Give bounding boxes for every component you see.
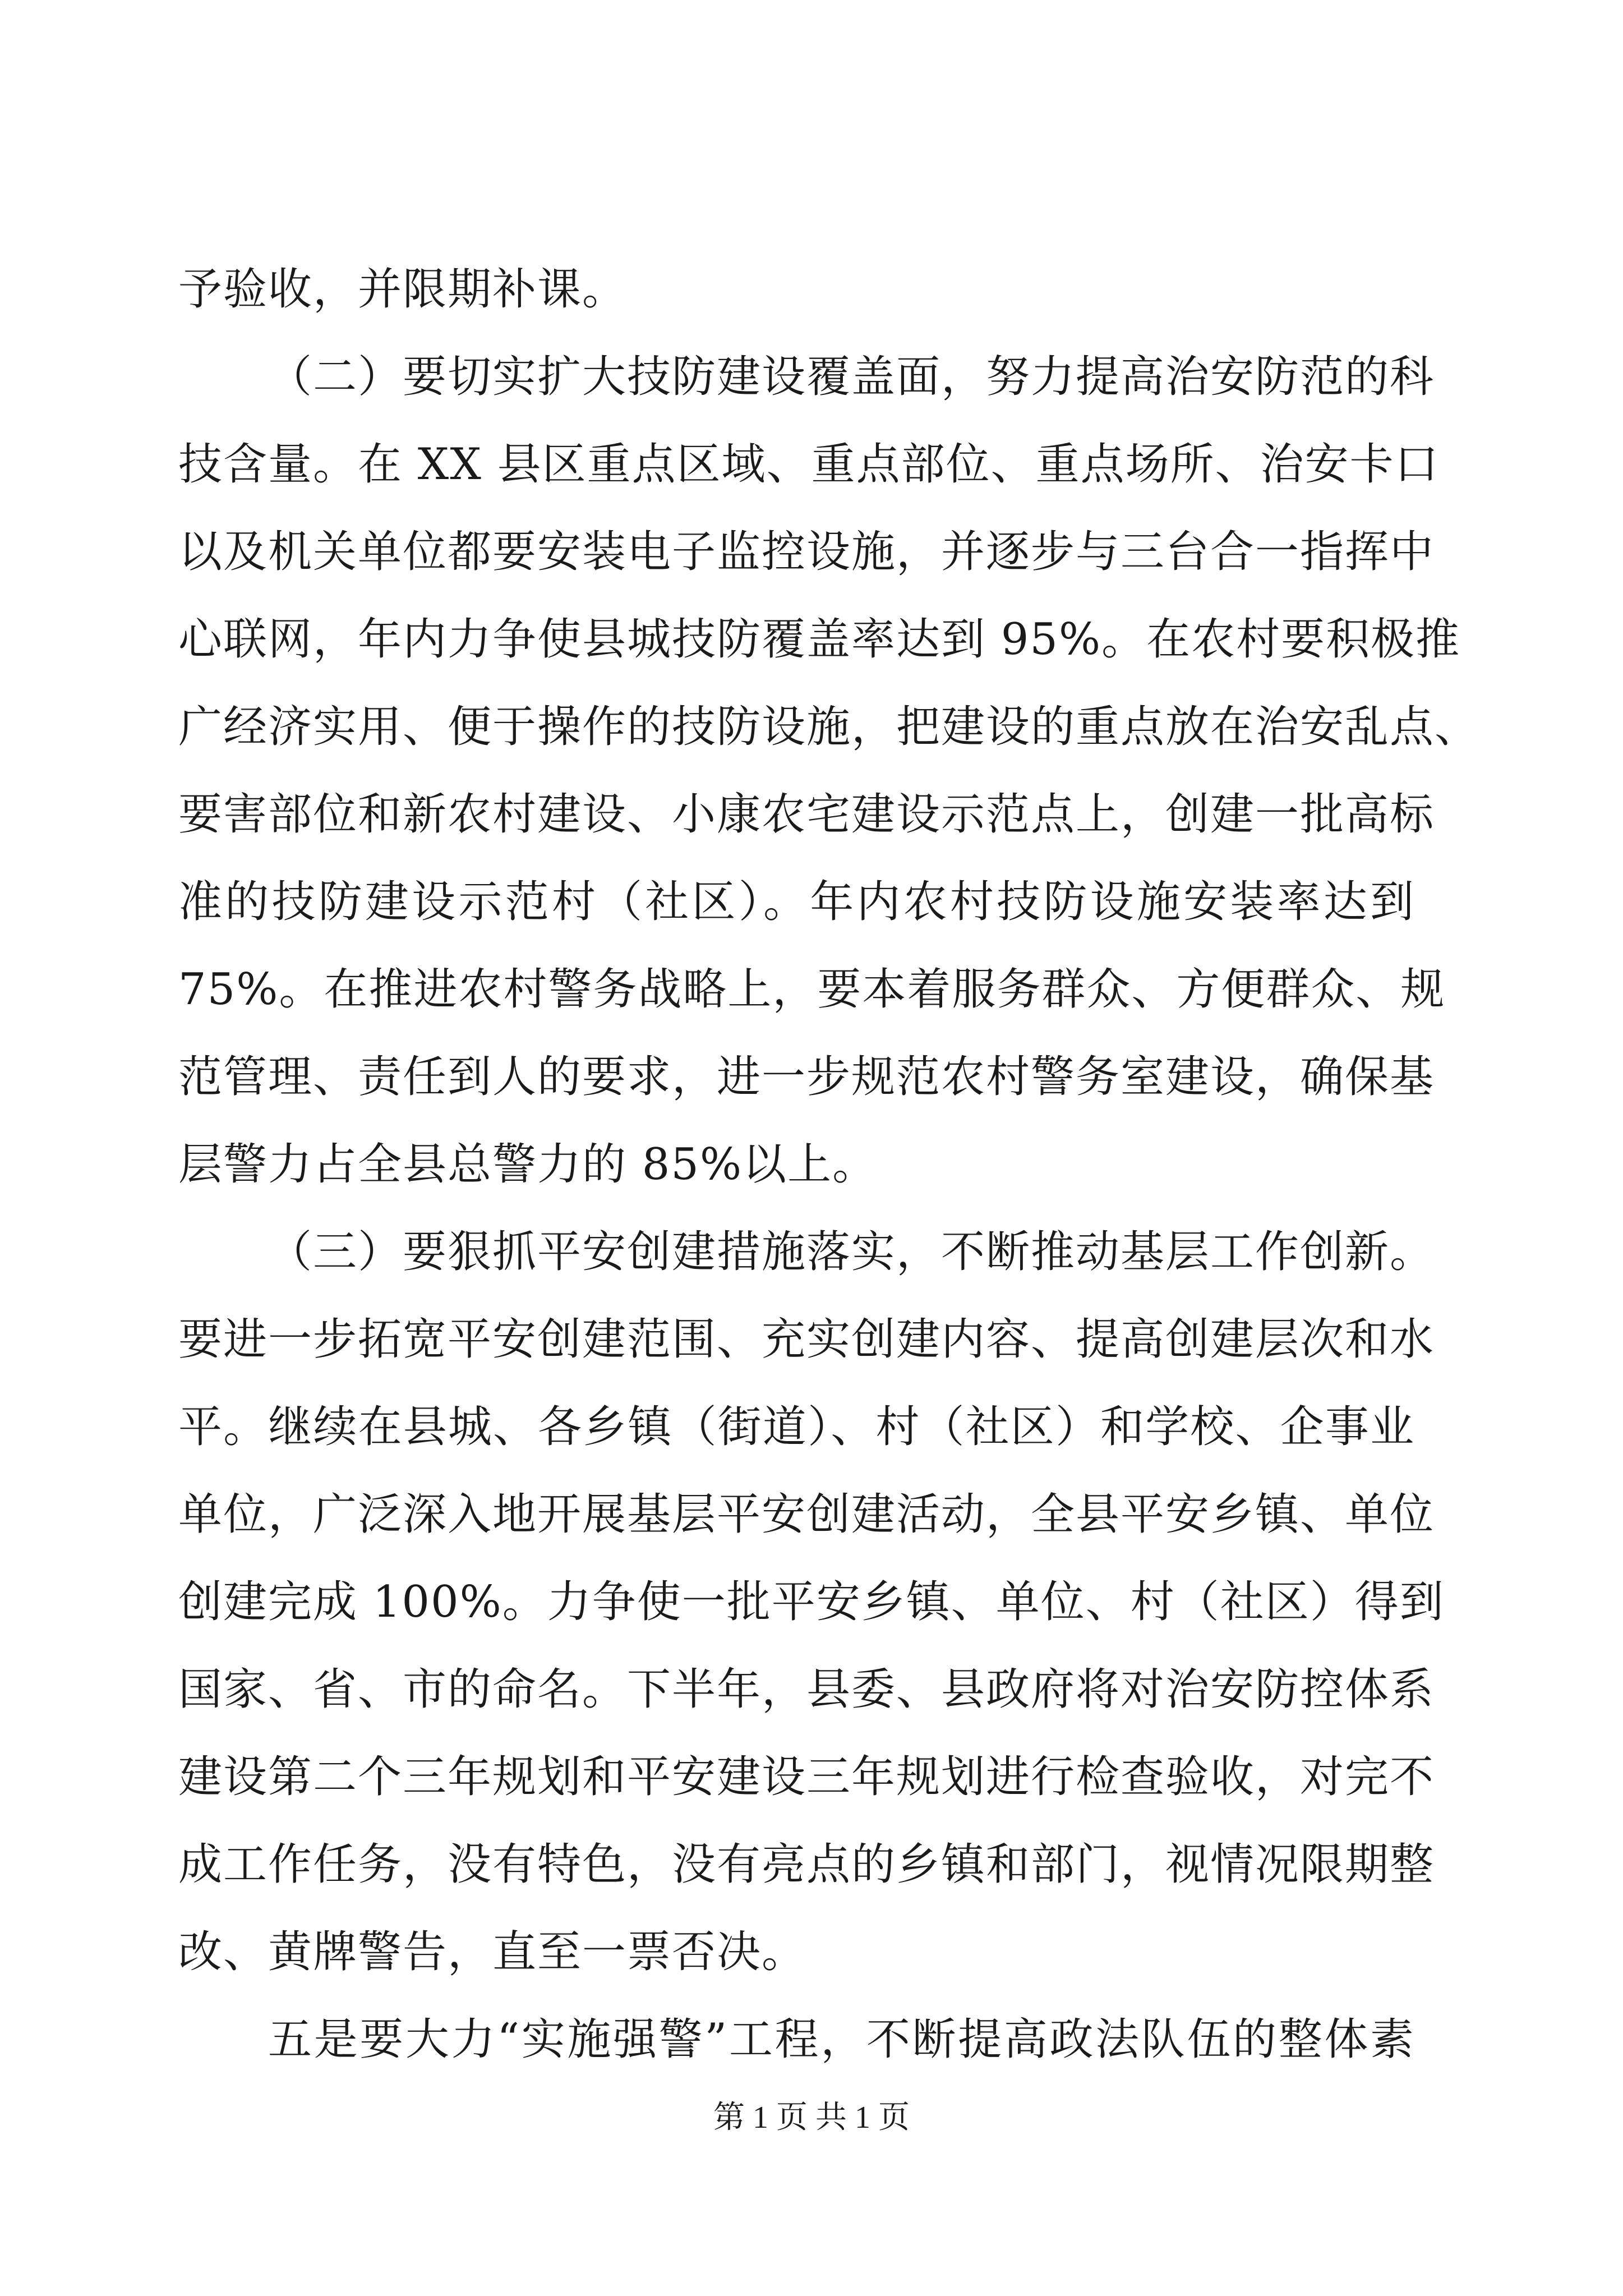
text-line: 国家、省、市的命名。下半年，县委、县政府将对治安防控体系 — [178, 1664, 1435, 1715]
paragraph — [178, 333, 1480, 1208]
text-line: 成工作任务，没有特色，没有亮点的乡镇和部门，视情况限期整 — [178, 1839, 1435, 1890]
text-line: 技含量。在 XX 县区重点区域、重点部位、重点场所、治安卡口 — [178, 439, 1440, 490]
text-line: 改、黄牌警告，直至一票否决。 — [178, 1927, 807, 1977]
text-line: 广经济实用、便于操作的技防设施，把建设的重点放在治安乱点、 — [178, 702, 1480, 752]
text-line: 平。继续在县城、各乡镇（街道）、村（社区）和学校、企事业 — [178, 1402, 1415, 1452]
text-line: 建设第二个三年规划和平安建设三年规划进行检查验收，对完不 — [178, 1752, 1435, 1802]
text-line: 要进一步拓宽平安创建范围、充实创建内容、提高创建层次和水 — [178, 1314, 1435, 1365]
text-line: 创建完成 100%。力争使一批平安乡镇、单位、村（社区）得到 — [178, 1577, 1445, 1627]
text-line: 以及机关单位都要安装电子监控设施，并逐步与三台合一指挥中 — [178, 527, 1435, 577]
text-line: 75%。在推进农村警务战略上，要本着服务群众、方便群众、规 — [178, 964, 1446, 1015]
text-line: 范管理、责任到人的要求，进一步规范农村警务室建设，确保基 — [178, 1052, 1435, 1102]
paragraph — [178, 1208, 1445, 1996]
page-footer — [0, 2098, 1623, 2137]
text-line: 予验收，并限期补课。 — [178, 264, 628, 315]
page-number: 第 1 页 共 1 页 — [713, 2100, 910, 2135]
text-line: 准的技防建设示范村（社区）。年内农村技防设施安装率达到 — [178, 877, 1415, 927]
text-line: 单位，广泛深入地开展基层平安创建活动，全县平安乡镇、单位 — [178, 1489, 1435, 1540]
document-body — [178, 246, 1480, 2083]
text-line: （三）要狠抓平安创建措施落实，不断推动基层工作创新。 — [268, 1227, 1435, 1277]
text-line: 心联网，年内力争使县城技防覆盖率达到 95%。在农村要积极推 — [178, 614, 1461, 665]
text-line: 五是要大力“实施强警”工程，不断提高政法队伍的整体素 — [268, 2014, 1415, 2065]
text-line: 要害部位和新农村建设、小康农宅建设示范点上，创建一批高标 — [178, 789, 1435, 840]
paragraph — [178, 1996, 1415, 2083]
text-line: 层警力占全县总警力的 85%以上。 — [178, 1139, 878, 1190]
paragraph — [178, 246, 1415, 333]
text-line: （二）要切实扩大技防建设覆盖面，努力提高治安防范的科 — [268, 352, 1435, 402]
